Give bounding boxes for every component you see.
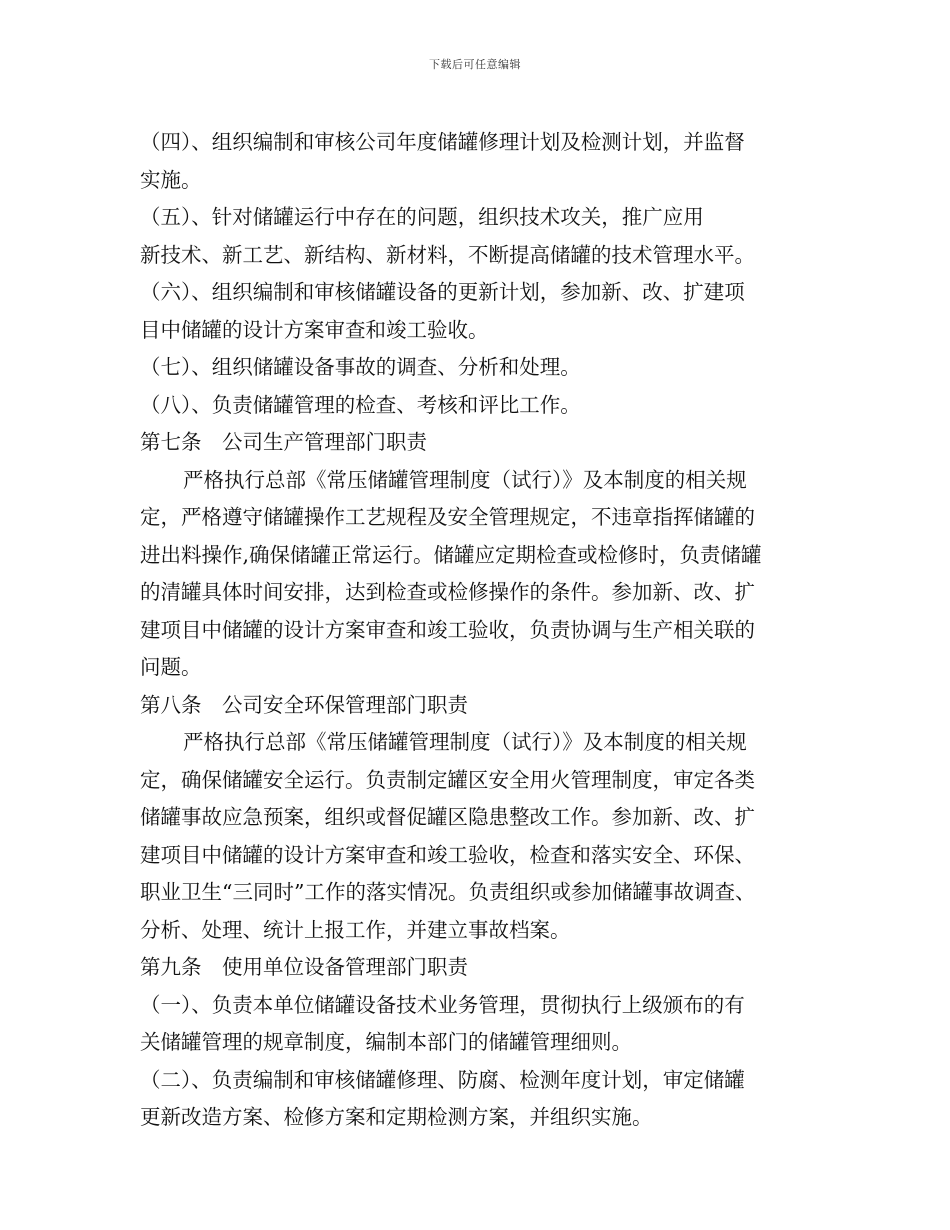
text-line: 定，严格遵守储罐操作工艺规程及安全管理规定，不违章指挥储罐的 bbox=[140, 505, 755, 529]
text-line: （五）、针对储罐运行中存在的问题，组织技术攻关，推广应用 bbox=[140, 205, 704, 229]
text-line: 分析、处理、统计上报工作，并建立事故档案。 bbox=[140, 917, 571, 942]
text-line: （六）、组织编制和审核储罐设备的更新计划，参加新、改、扩建项 bbox=[140, 280, 745, 304]
section-heading: 第七条 公司生产管理部门职责 bbox=[140, 430, 427, 454]
text-line: （一）、负责本单位储罐设备技术业务管理，贯彻执行上级颁布的有 bbox=[140, 992, 745, 1017]
text-line: 进出料操作,确保储罐正常运行。储罐应定期检查或检修时，负责储罐 bbox=[140, 542, 762, 567]
text-line: 严格执行总部《常压储罐管理制度（试行）》及本制度的相关规 bbox=[183, 467, 747, 492]
text-line: 严格执行总部《常压储罐管理制度（试行）》及本制度的相关规 bbox=[183, 730, 747, 754]
text-line: 职业卫生“三同时”工作的落实情况。负责组织或参加储罐事故调查、 bbox=[140, 880, 756, 904]
document-body bbox=[140, 124, 820, 1137]
text-line: 建项目中储罐的设计方案审查和竣工验收，负责协调与生产相关联的 bbox=[140, 617, 755, 642]
section-heading: 第九条 使用单位设备管理部门职责 bbox=[140, 955, 468, 979]
text-line: 问题。 bbox=[140, 655, 202, 679]
text-line: 目中储罐的设计方案审查和竣工验收。 bbox=[140, 317, 489, 342]
text-line: 定，确保储罐安全运行。负责制定罐区安全用火管理制度，审定各类 bbox=[140, 767, 755, 792]
text-line: 新技术、新工艺、新结构、新材料，不断提高储罐的技术管理水平。 bbox=[140, 242, 755, 267]
text-line: （四）、组织编制和审核公司年度储罐修理计划及检测计划，并监督 bbox=[140, 130, 745, 154]
text-line: 建项目中储罐的设计方案审查和竣工验收，检查和落实安全、环保、 bbox=[140, 842, 755, 867]
page-header: 下载后可任意编辑 bbox=[429, 58, 521, 71]
text-line: （七）、组织储罐设备事故的调查、分析和处理。 bbox=[140, 355, 581, 379]
text-line: 实施。 bbox=[140, 167, 202, 192]
text-line: （八）、负责储罐管理的检查、考核和评比工作。 bbox=[140, 392, 581, 417]
text-line: 更新改造方案、检修方案和定期检测方案，并组织实施。 bbox=[140, 1105, 653, 1129]
text-line: （二）、负责编制和审核储罐修理、防腐、检测年度计划，审定储罐 bbox=[140, 1067, 745, 1092]
text-line: 的清罐具体时间安排，达到检查或检修操作的条件。参加新、改、扩 bbox=[140, 580, 755, 604]
section-heading: 第八条 公司安全环保管理部门职责 bbox=[140, 692, 468, 717]
text-line: 储罐事故应急预案，组织或督促罐区隐患整改工作。参加新、改、扩 bbox=[140, 805, 755, 829]
text-line: 关储罐管理的规章制度，编制本部门的储罐管理细则。 bbox=[140, 1030, 632, 1054]
